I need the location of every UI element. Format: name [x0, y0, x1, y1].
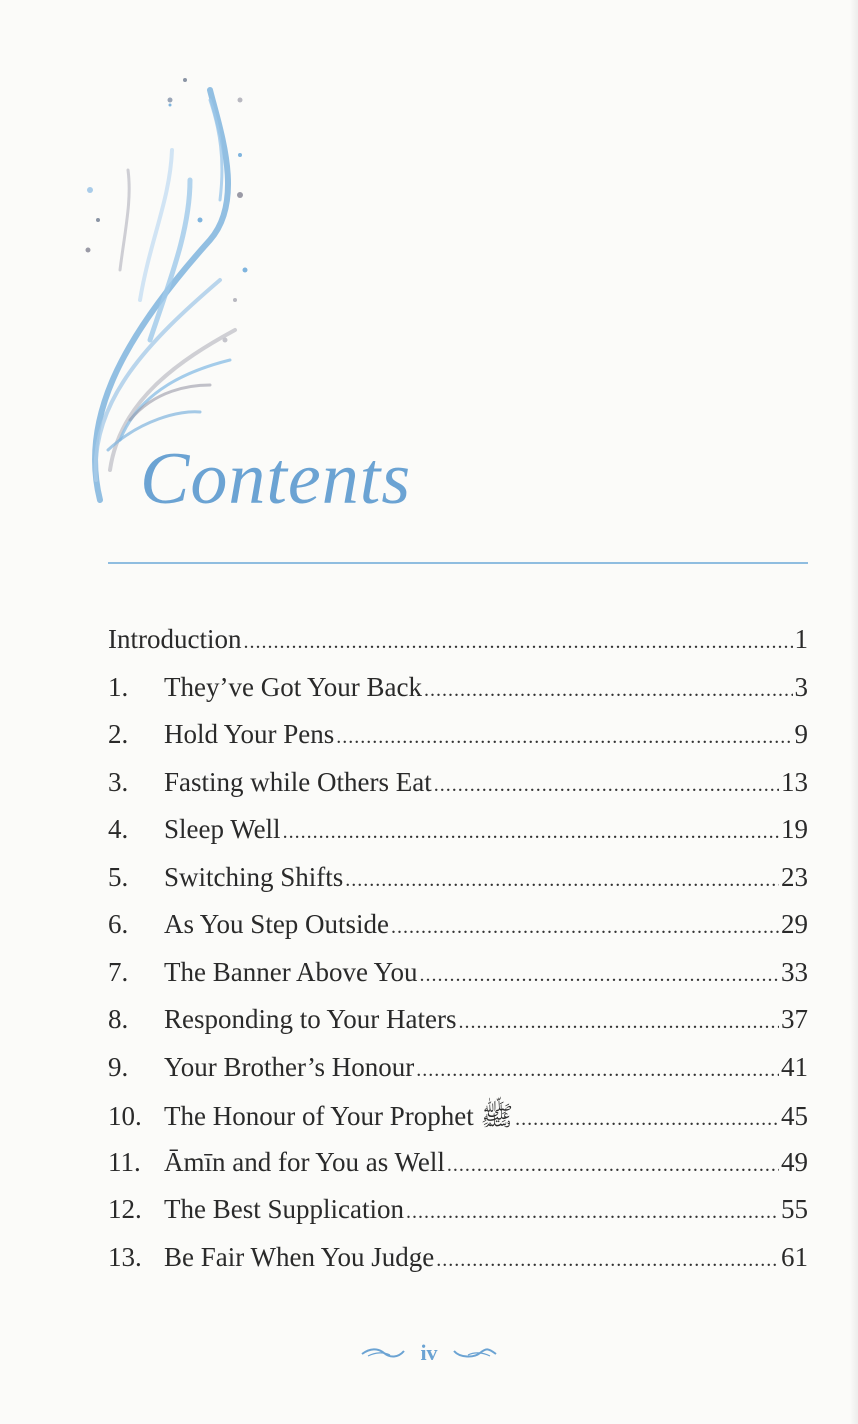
toc-entry-12[interactable] — [108, 1194, 808, 1242]
page-edge-shadow — [850, 0, 858, 1424]
toc-entry-number: 7. — [108, 956, 129, 987]
toc-entry-title: The Best Supplication — [164, 1194, 404, 1224]
dot-leader — [345, 869, 779, 892]
dot-leader — [436, 1249, 779, 1272]
toc-entry-9[interactable] — [108, 1052, 808, 1100]
dot-leader — [424, 679, 793, 702]
toc-entry-page: 1 — [794, 624, 808, 654]
toc-entry-number: 10. — [108, 1101, 142, 1131]
right-swash-icon — [452, 1346, 498, 1360]
left-swash-icon — [360, 1346, 406, 1360]
dot-leader — [419, 964, 779, 987]
toc-entry-2[interactable] — [108, 719, 808, 767]
toc-entry-6[interactable] — [108, 909, 808, 957]
page-number: iv — [420, 1340, 438, 1365]
toc-entry-page: 13 — [781, 766, 808, 797]
toc-entry-13[interactable] — [108, 1242, 808, 1290]
toc-entry-page: 61 — [781, 1241, 808, 1272]
toc-entry-page: 55 — [781, 1194, 808, 1224]
toc-entry-number: 6. — [108, 909, 129, 939]
dot-leader — [459, 1011, 779, 1034]
contents-heading: Contents — [140, 438, 412, 520]
toc-entry-title: Switching Shifts — [164, 861, 344, 892]
toc-entry-number: 1. — [108, 671, 129, 702]
toc-entry-3[interactable] — [108, 767, 808, 815]
dot-leader — [391, 916, 779, 939]
dot-leader — [515, 1108, 779, 1131]
toc-entry-title: Responding to Your Haters — [164, 1004, 457, 1034]
dot-leader — [283, 821, 779, 844]
toc-entry-number: 8. — [108, 1004, 129, 1034]
toc-entry-number: 2. — [108, 719, 129, 749]
toc-entry-title: As You Step Outside — [164, 909, 390, 939]
dot-leader — [336, 726, 792, 749]
toc-entry-title: Sleep Well — [164, 814, 281, 844]
toc-entry-page: 3 — [794, 671, 808, 702]
toc-entry-title: Hold Your Pens — [164, 719, 335, 749]
toc-entry-page: 41 — [781, 1051, 808, 1082]
toc-entry-number: 11. — [108, 1146, 141, 1177]
dot-leader — [447, 1154, 779, 1177]
toc-entry-title: Introduction — [108, 624, 242, 654]
toc-entry-page: 9 — [794, 719, 808, 749]
toc-entry-page: 19 — [781, 814, 808, 844]
toc-entry-title: Your Brother’s Honour — [164, 1051, 415, 1082]
toc-entry-number: 13. — [108, 1241, 142, 1272]
dot-leader — [406, 1201, 779, 1224]
toc-entry-page: 29 — [781, 909, 808, 939]
toc-entry-number: 4. — [108, 814, 129, 844]
toc-entry-title: They’ve Got Your Back — [164, 671, 422, 702]
toc-entry-title: Fasting while Others Eat — [164, 766, 432, 797]
toc-entry-title: The Banner Above You — [164, 956, 418, 987]
toc-entry-11[interactable] — [108, 1147, 808, 1195]
toc-entry-number: 12. — [108, 1194, 142, 1224]
toc-entry-10[interactable] — [108, 1099, 808, 1147]
toc-entry-number: 9. — [108, 1051, 129, 1082]
toc-entry-page: 33 — [781, 956, 808, 987]
toc-entry-page: 37 — [781, 1004, 808, 1034]
toc-entry-page: 23 — [781, 861, 808, 892]
dot-leader — [416, 1059, 779, 1082]
heading-divider — [108, 562, 808, 564]
toc-entry-page: 49 — [781, 1146, 808, 1177]
toc-entry-1[interactable] — [108, 672, 808, 720]
toc-entry-4[interactable] — [108, 814, 808, 862]
toc-entry-5[interactable] — [108, 862, 808, 910]
table-of-contents — [108, 624, 808, 1289]
toc-entry-title: The Honour of Your Prophet ﷺ — [164, 1101, 514, 1131]
toc-entry-8[interactable] — [108, 1004, 808, 1052]
toc-entry-7[interactable] — [108, 957, 808, 1005]
dot-leader — [243, 631, 792, 654]
toc-entry-number: 5. — [108, 861, 129, 892]
page-footer — [0, 1340, 858, 1366]
dot-leader — [434, 774, 779, 797]
toc-entry-introduction[interactable] — [108, 624, 808, 672]
toc-entry-title: Āmīn and for You as Well — [164, 1146, 445, 1177]
toc-entry-title: Be Fair When You Judge — [164, 1241, 435, 1272]
toc-entry-number: 3. — [108, 766, 129, 797]
toc-entry-page: 45 — [781, 1101, 808, 1131]
